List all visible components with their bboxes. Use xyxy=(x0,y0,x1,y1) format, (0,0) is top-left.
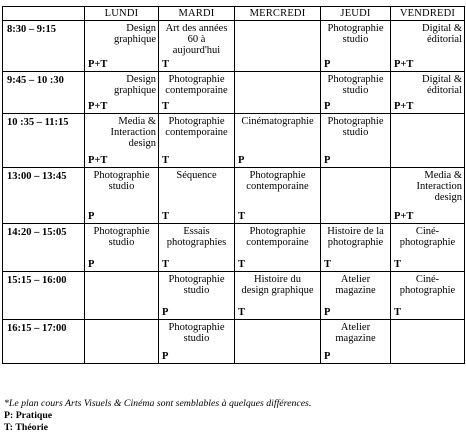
course-cell-vendredi xyxy=(391,168,465,224)
course-title-line: Design xyxy=(126,74,156,85)
course-title-line: Photographie xyxy=(168,116,225,127)
course-title xyxy=(391,72,464,96)
course-title xyxy=(321,224,390,248)
course-title-line: contemporaine xyxy=(246,237,309,248)
course-title-line: design xyxy=(128,138,156,149)
course-type-badge: T xyxy=(394,307,402,318)
course-cell-jeudi xyxy=(321,72,391,114)
corner-cell xyxy=(3,7,85,21)
course-cell-jeudi xyxy=(321,272,391,320)
course-title xyxy=(235,224,320,248)
course-title-line: aujourd'hui xyxy=(172,45,221,56)
course-title xyxy=(85,114,158,149)
schedule-table xyxy=(2,6,465,364)
course-type-badge: P+T xyxy=(88,155,108,166)
course-type-badge: P+T xyxy=(88,59,108,70)
course-title xyxy=(159,114,234,138)
course-title-line: studio xyxy=(342,127,369,138)
course-title-line: contemporaine xyxy=(165,127,228,138)
course-title-line: Photographie xyxy=(93,226,150,237)
course-cell-mardi xyxy=(159,320,235,364)
course-title-line: studio xyxy=(183,285,210,296)
course-title-line: design graphique xyxy=(241,285,314,296)
course-title-line: photographie xyxy=(399,285,456,296)
course-title-line: photographies xyxy=(166,237,227,248)
course-type-badge: P+T xyxy=(394,59,414,70)
course-cell-mercredi xyxy=(235,224,321,272)
course-type-badge: P xyxy=(162,307,169,318)
course-title xyxy=(159,320,234,344)
course-cell-lundi xyxy=(85,21,159,72)
course-title-line: Art des années xyxy=(165,23,228,34)
course-type-badge: T xyxy=(394,259,402,270)
day-header-jeudi: JEUDI xyxy=(321,7,391,21)
course-cell-vendredi xyxy=(391,272,465,320)
header-row xyxy=(3,7,465,21)
course-type-badge: P xyxy=(324,155,331,166)
course-title xyxy=(159,272,234,296)
course-title xyxy=(391,21,464,45)
time-slot-row xyxy=(3,168,465,224)
legend-theorie: T: Théorie xyxy=(4,422,48,433)
course-cell-mardi xyxy=(159,224,235,272)
time-slot-row xyxy=(3,72,465,114)
course-type-badge: T xyxy=(162,59,170,70)
course-title-line: magazine xyxy=(335,333,376,344)
day-header-mercredi: MERCREDI xyxy=(235,7,321,21)
course-cell-lundi xyxy=(85,114,159,168)
day-header-mardi: MARDI xyxy=(159,7,235,21)
course-title xyxy=(159,21,234,56)
course-title xyxy=(391,272,464,296)
note-similar-programs: *Le plan cours Arts Visuels & Cinéma sont semblables à quelques différences. xyxy=(4,398,312,409)
course-cell-lundi xyxy=(85,320,159,364)
course-type-badge: P+T xyxy=(88,101,108,112)
course-cell-mercredi xyxy=(235,114,321,168)
time-slot-label: 10 :35 – 11:15 xyxy=(3,114,85,168)
course-type-badge: P+T xyxy=(394,101,414,112)
course-cell-jeudi xyxy=(321,114,391,168)
course-title-line: Photographie xyxy=(249,226,306,237)
course-cell-jeudi xyxy=(321,320,391,364)
time-slot-label: 13:00 – 13:45 xyxy=(3,168,85,224)
course-title-line: Photographie xyxy=(93,170,150,181)
course-title-line: Séquence xyxy=(176,170,217,181)
course-title xyxy=(85,168,158,192)
course-title-line: Atelier xyxy=(340,322,371,333)
course-title-line: photographie xyxy=(327,237,384,248)
course-type-badge: T xyxy=(162,155,170,166)
course-type-badge: T xyxy=(162,101,170,112)
course-title-line: éditorial xyxy=(427,85,462,96)
course-title xyxy=(391,168,464,203)
course-type-badge: P xyxy=(238,155,245,166)
course-cell-mardi xyxy=(159,21,235,72)
course-title-line: contemporaine xyxy=(246,181,309,192)
course-type-badge: P+T xyxy=(394,211,414,222)
course-cell-vendredi xyxy=(391,320,465,364)
course-title-line: 60 à xyxy=(187,34,206,45)
legend-pratique: P: Pratique xyxy=(4,410,53,421)
course-title-line: Photographie xyxy=(327,116,384,127)
course-title-line: Design xyxy=(126,23,156,34)
course-cell-lundi xyxy=(85,224,159,272)
course-type-badge: P xyxy=(324,59,331,70)
course-title-line: Media & xyxy=(424,170,462,181)
course-title-line: Atelier xyxy=(340,274,371,285)
course-title-line: contemporaine xyxy=(165,85,228,96)
course-title xyxy=(235,114,320,127)
course-title-line: Media & xyxy=(118,116,156,127)
course-cell-mercredi xyxy=(235,320,321,364)
course-cell-mercredi xyxy=(235,168,321,224)
course-type-badge: T xyxy=(238,307,246,318)
course-title-line: Photographie xyxy=(249,170,306,181)
course-title xyxy=(159,224,234,248)
course-title-line: Essais xyxy=(183,226,210,237)
legend-notes xyxy=(4,398,464,434)
course-cell-mardi xyxy=(159,72,235,114)
course-title-line: Interaction xyxy=(416,181,462,192)
course-title-line: studio xyxy=(108,181,135,192)
course-title xyxy=(85,21,158,45)
course-title xyxy=(159,168,234,181)
course-title xyxy=(235,272,320,296)
course-title-line: Photographie xyxy=(168,74,225,85)
course-type-badge: P xyxy=(324,101,331,112)
time-slot-row xyxy=(3,21,465,72)
course-title-line: magazine xyxy=(335,285,376,296)
course-type-badge: T xyxy=(324,259,332,270)
course-cell-vendredi xyxy=(391,114,465,168)
course-type-badge: T xyxy=(238,211,246,222)
course-title-line: design xyxy=(434,192,462,203)
course-type-badge: P xyxy=(88,259,95,270)
course-title xyxy=(85,72,158,96)
course-type-badge: P xyxy=(324,307,331,318)
course-cell-mardi xyxy=(159,272,235,320)
course-title-line: studio xyxy=(342,85,369,96)
course-cell-vendredi xyxy=(391,224,465,272)
time-slot-row xyxy=(3,320,465,364)
course-title-line: studio xyxy=(183,333,210,344)
course-title-line: photographie xyxy=(399,237,456,248)
course-cell-mercredi xyxy=(235,21,321,72)
course-title-line: Digital & xyxy=(422,74,462,85)
course-type-badge: T xyxy=(162,259,170,270)
time-slot-row xyxy=(3,114,465,168)
course-title-line: graphique xyxy=(114,85,156,96)
course-type-badge: T xyxy=(238,259,246,270)
course-title-line: Histoire de la xyxy=(327,226,384,237)
course-title-line: Digital & xyxy=(422,23,462,34)
course-cell-lundi xyxy=(85,72,159,114)
course-type-badge: P xyxy=(162,351,169,362)
course-title-line: éditorial xyxy=(427,34,462,45)
course-cell-mercredi xyxy=(235,72,321,114)
day-header-lundi: LUNDI xyxy=(85,7,159,21)
time-slot-label: 14:20 – 15:05 xyxy=(3,224,85,272)
course-title xyxy=(321,272,390,296)
course-title-line: Histoire du xyxy=(254,274,301,285)
course-title xyxy=(321,320,390,344)
time-slot-row xyxy=(3,272,465,320)
course-title xyxy=(321,21,390,45)
course-type-badge: T xyxy=(162,211,170,222)
course-title-line: studio xyxy=(108,237,135,248)
time-slot-label: 9:45 – 10 :30 xyxy=(3,72,85,114)
course-cell-lundi xyxy=(85,168,159,224)
course-title-line: studio xyxy=(342,34,369,45)
day-header-vendredi: VENDREDI xyxy=(391,7,465,21)
course-title xyxy=(391,224,464,248)
time-slot-label: 16:15 – 17:00 xyxy=(3,320,85,364)
course-type-badge: P xyxy=(324,351,331,362)
course-cell-vendredi xyxy=(391,72,465,114)
course-cell-jeudi xyxy=(321,168,391,224)
course-title-line: Cinématographie xyxy=(241,116,314,127)
course-cell-jeudi xyxy=(321,224,391,272)
course-title xyxy=(85,224,158,248)
course-cell-mardi xyxy=(159,114,235,168)
course-title-line: graphique xyxy=(114,34,156,45)
course-title xyxy=(235,168,320,192)
course-title-line: Ciné- xyxy=(415,274,440,285)
course-type-badge: P xyxy=(88,211,95,222)
time-slot-row xyxy=(3,224,465,272)
time-slot-label: 8:30 – 9:15 xyxy=(3,21,85,72)
course-cell-jeudi xyxy=(321,21,391,72)
time-slot-label: 15:15 – 16:00 xyxy=(3,272,85,320)
course-title-line: Photographie xyxy=(327,23,384,34)
course-cell-mercredi xyxy=(235,272,321,320)
course-title-line: Ciné- xyxy=(415,226,440,237)
course-title-line: Photographie xyxy=(168,322,225,333)
course-title-line: Photographie xyxy=(327,74,384,85)
course-title-line: Interaction xyxy=(110,127,156,138)
schedule-body xyxy=(3,21,465,364)
course-cell-vendredi xyxy=(391,21,465,72)
course-title xyxy=(321,114,390,138)
course-cell-mardi xyxy=(159,168,235,224)
course-cell-lundi xyxy=(85,272,159,320)
course-title xyxy=(159,72,234,96)
course-title xyxy=(321,72,390,96)
course-title-line: Photographie xyxy=(168,274,225,285)
